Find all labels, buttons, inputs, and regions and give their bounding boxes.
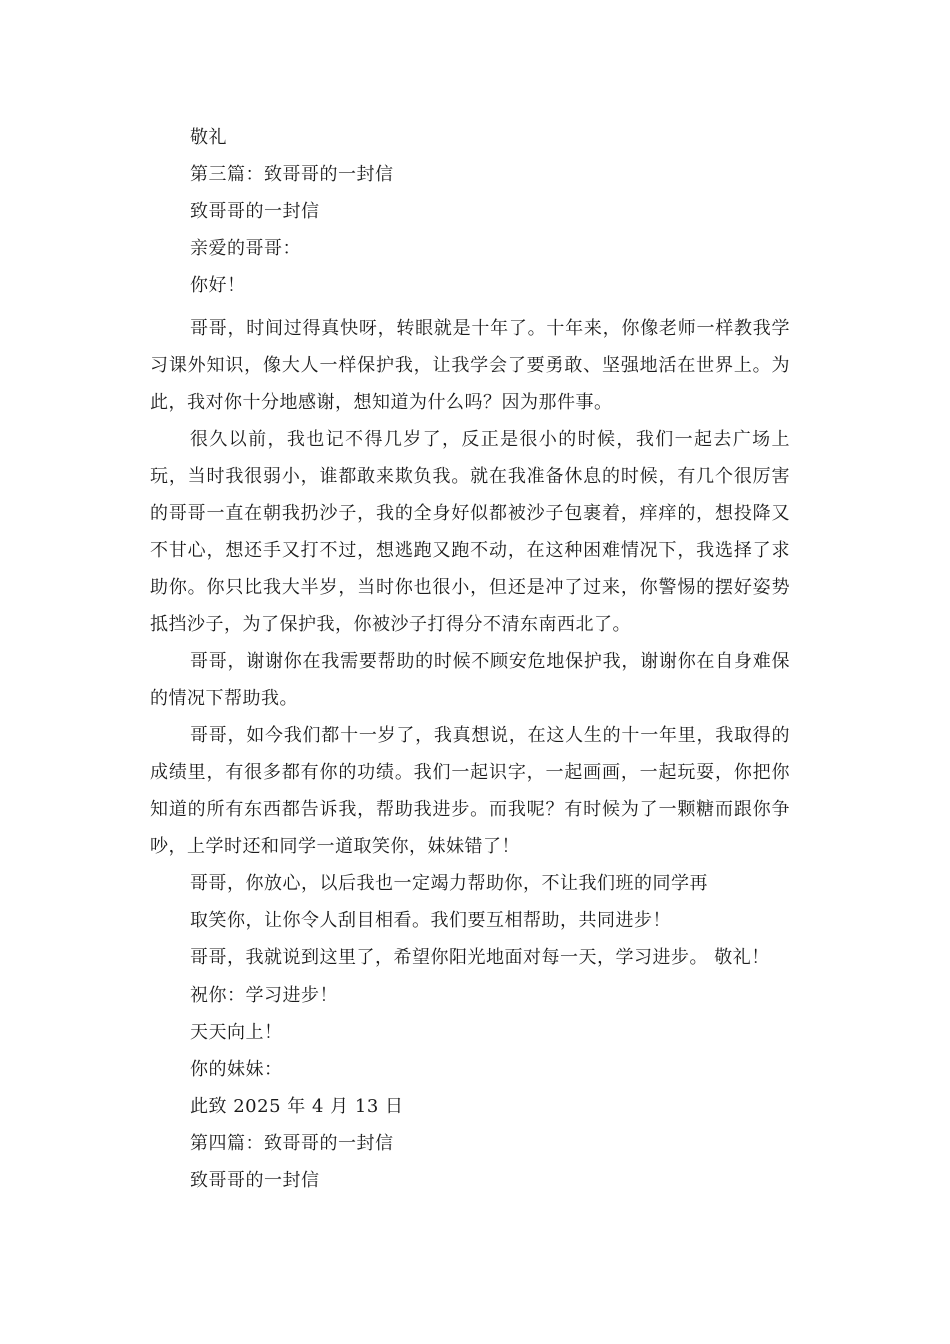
wish-line-2: 天天向上！ bbox=[190, 1022, 283, 1043]
signature-line: 你的妹妹： bbox=[190, 1059, 283, 1080]
wish-line-1: 祝你：学习进步！ bbox=[190, 985, 338, 1006]
greeting-line: 你好！ bbox=[190, 275, 246, 296]
salutation-line: 亲爱的哥哥： bbox=[190, 238, 301, 259]
section-heading-4: 第四篇：致哥哥的一封信 bbox=[190, 1133, 394, 1154]
paragraph-gratitude: 哥哥，时间过得真快呀，转眼就是十年了。十年来，你像老师一样教我学习课外知识，像大人一样保护我，让我学会了要勇敢、坚强地活在世界上。为此，我对你十分地感谢，想知道为什么吗？因为那件事。 bbox=[150, 318, 790, 413]
paragraph-story: 很久以前，我也记不得几岁了，反正是很小的时候，我们一起去广场上玩，当时我很弱小，谁都敢来欺负我。就在我准备休息的时候，有几个很厉害的哥哥一直在朝我扔沙子，我的全身好似都被沙子包裹着，痒痒的，想投降又不甘心，想还手又打不过，想逃跑又跑不动，在这种困难情况下，我选择了求助你。你只比我大半岁，当时你也很小，但还是冲了过来，你警惕的摆好姿势抵挡沙子，为了保护我，你被沙子打得分不清东南西北了。 bbox=[150, 429, 790, 635]
promise-line-1: 哥哥，你放心，以后我也一定竭力帮助你，不让我们班的同学再 bbox=[190, 873, 708, 894]
closing-salute-line: 敬礼 bbox=[190, 127, 227, 148]
letter-title-4: 致哥哥的一封信 bbox=[190, 1170, 320, 1191]
date-line: 此致 2025 年 4 月 13 日 bbox=[190, 1096, 404, 1117]
closing-line: 哥哥，我就说到这里了，希望你阳光地面对每一天，学习进步。 敬礼！ bbox=[190, 947, 770, 968]
paragraph-thanks: 哥哥，谢谢你在我需要帮助的时候不顾安危地保护我，谢谢你在自身难保的情况下帮助我。 bbox=[150, 651, 790, 709]
paragraph-reflection: 哥哥，如今我们都十一岁了，我真想说，在这人生的十一年里，我取得的成绩里，有很多都有你的功绩。我们一起识字，一起画画，一起玩耍，你把你知道的所有东西都告诉我，帮助我进步。而我呢？有时候为了一颗糖而跟你争吵，上学时还和同学一道取笑你，妹妹错了！ bbox=[150, 725, 790, 857]
section-heading-3: 第三篇：致哥哥的一封信 bbox=[190, 164, 394, 185]
letter-title-3: 致哥哥的一封信 bbox=[190, 201, 320, 222]
promise-line-2: 取笑你，让你令人刮目相看。我们要互相帮助，共同进步！ bbox=[190, 910, 671, 931]
